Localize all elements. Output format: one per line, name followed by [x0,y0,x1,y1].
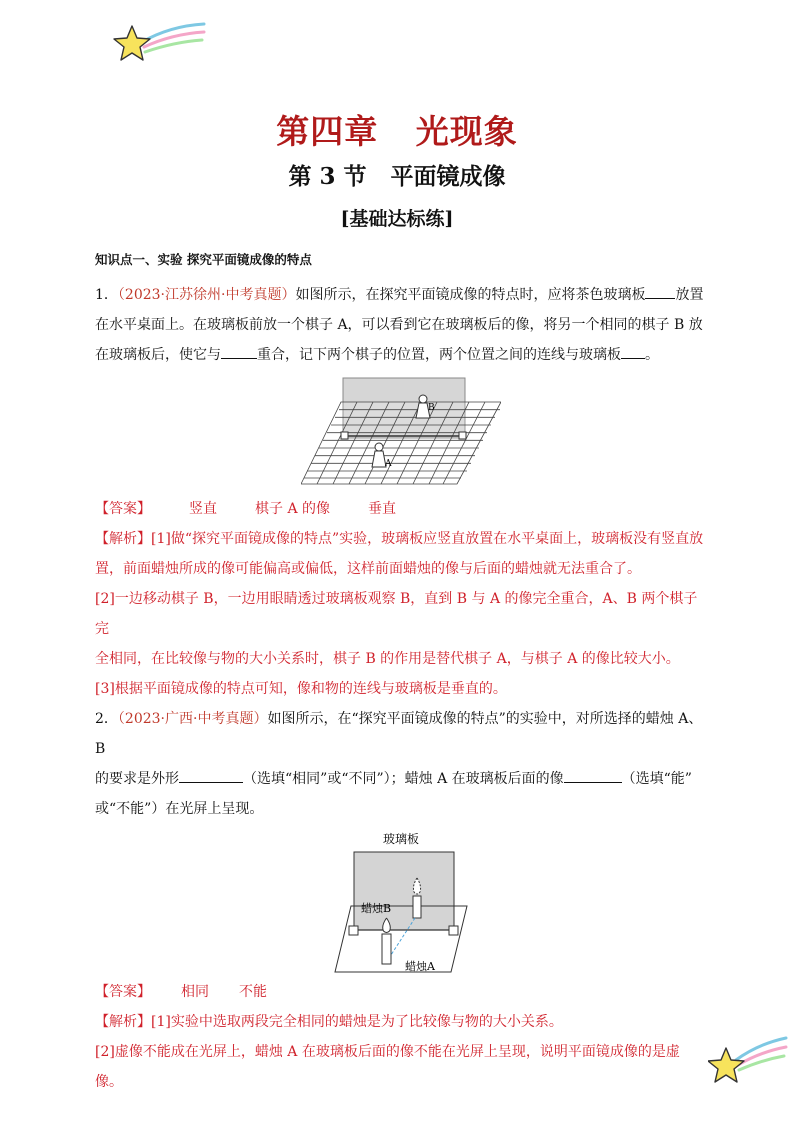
knowledge-point-heading: 知识点一、实验 探究平面镜成像的特点 [95,252,312,267]
q1-text: 。 [645,347,659,363]
q2-answer-1: 相同 [181,984,209,1000]
q1-analysis-2b: 全相同，在比较像与物的大小关系时，棋子 B 的作用是替代棋子 A，与棋子 A 的像比较大小。 [95,651,680,667]
q2-analysis-1 [95,1007,707,1037]
q1-answer-2: 棋子 A 的像 [255,501,331,517]
chapter-title: 第四章 光现象 [276,112,518,151]
q2-number: 2． [95,711,118,727]
q1-analysis-1a [95,524,707,554]
q1-answer [95,494,707,524]
q1-text: 放置 [675,287,704,303]
q2-answer [95,977,707,1007]
shooting-star-icon [708,1030,788,1090]
q2-answer-2: 不能 [239,984,267,1000]
q1-number: 1． [95,287,118,303]
q1-blank-1 [645,282,675,299]
q1-figure-label-a: A [385,459,392,469]
q2-figure-label-b: 蜡烛B [361,902,392,915]
q1-blank-2 [221,342,257,359]
q2-figure-label-glass: 玻璃板 [382,832,420,846]
q2-blank-1 [179,766,243,783]
q2-analysis-text: [1]实验中选取两段完全相同的蜡烛是为了比较像与物的大小关系。 [151,1014,563,1030]
q1-analysis-text: [1]做“探究平面镜成像的特点”实验，玻璃板应竖直放置在水平桌面上，玻璃板没有竖直放 [151,531,704,547]
q2-source: （2023·广西·中考真题） [117,711,268,727]
q1-figure-chess-grid [301,376,501,488]
q2-text: （选填“相同”或“不同”）；蜡烛 A 在玻璃板后面的像 [243,771,564,787]
q2-line-1 [95,704,707,764]
q1-analysis-2a: [2]一边移动棋子 B，一边用眼睛透过玻璃板观察 B，直到 B 与 A 的像完全重合，A、B 两个棋子完 [95,591,698,637]
q2-analysis-2: [2]虚像不能成在光屏上，蜡烛 A 在玻璃板后面的像不能在光屏上呈现，说明平面镜成像的是虚像。 [95,1044,680,1090]
q1-blank-3 [621,342,645,359]
q1-answer-label: 【答案】 [95,501,151,517]
q1-text: 在玻璃板后，使它与 [95,347,221,363]
q2-line-3: 或“不能”）在光屏上呈现。 [95,801,264,817]
q1-text: 重合，记下两个棋子的位置，两个位置之间的连线与玻璃板 [257,347,621,363]
section-title: 第 3 节 平面镜成像 [288,163,506,190]
level-title: [基础达标练] [340,208,454,230]
q2-figure-candles [321,830,481,975]
q1-line-1 [95,280,707,310]
q2-line-2 [95,764,707,794]
q2-answer-label: 【答案】 [95,984,151,1000]
q2-text: 如图所示，在“探究平面镜成像的特点”的实验中，对所选择的蜡烛 A、B [95,711,703,757]
q2-text: 的要求是外形 [95,771,179,787]
q1-analysis-label: 【解析】 [95,531,151,547]
q1-text: 如图所示，在探究平面镜成像的特点时，应将茶色玻璃板 [295,287,646,303]
q2-figure-label-a: 蜡烛A [405,960,435,973]
q1-analysis-3: [3]根据平面镜成像的特点可知，像和物的连线与玻璃板是垂直的。 [95,681,507,697]
q1-answer-3: 垂直 [368,501,397,517]
q1-figure-label-b: B [428,403,435,413]
q1-source: （2023·江苏徐州·中考真题） [117,287,296,303]
q2-analysis-label: 【解析】 [95,1014,151,1030]
q2-blank-2 [564,766,622,783]
q1-line-2: 在水平桌面上。在玻璃板前放一个棋子 A，可以看到它在玻璃板后的像，将另一个相同的棋子 B 放 [95,317,703,333]
q1-answer-1: 竖直 [189,501,217,517]
q1-analysis-1b: 置，前面蜡烛所成的像可能偏高或偏低，这样前面蜡烛的像与后面的蜡烛就无法重合了。 [95,561,641,577]
q2-text: （选填“能” [621,771,692,787]
q1-line-3 [95,340,707,370]
content [95,250,707,1097]
shooting-star-icon [112,20,207,70]
